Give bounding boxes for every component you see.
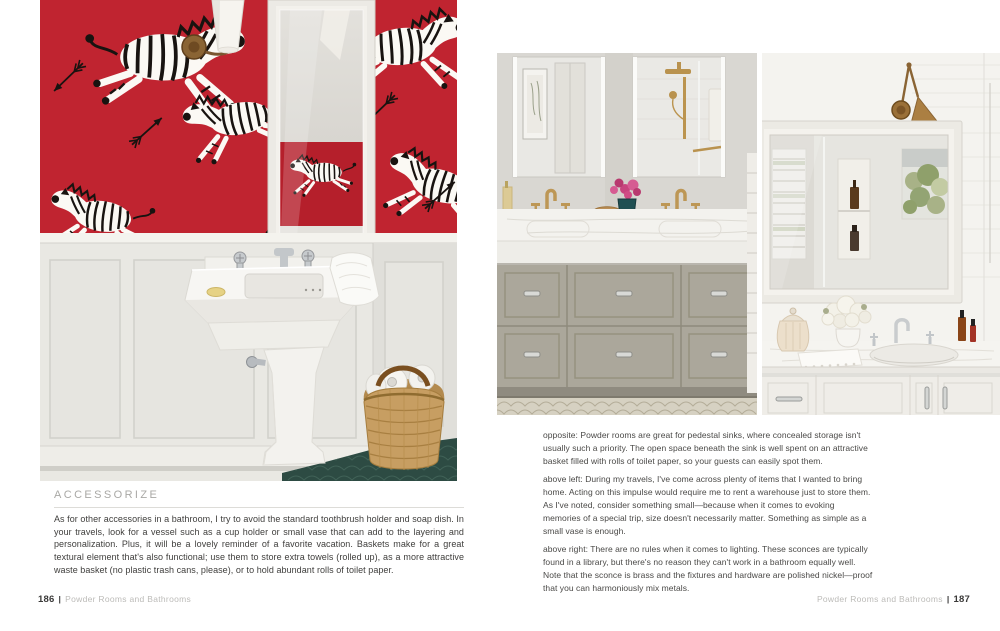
caption-lead: above right: — [543, 544, 591, 555]
photo-double-vanity — [497, 53, 757, 415]
framed-mirror — [268, 0, 375, 264]
running-title-right: Powder Rooms and Bathrooms — [816, 594, 943, 604]
double-vanity-scene — [497, 53, 757, 415]
caption-block — [543, 429, 873, 601]
right-edge-shutter — [747, 153, 757, 393]
footer-separator-right: | — [946, 594, 950, 604]
footer-left — [38, 594, 191, 605]
running-title-left: Powder Rooms and Bathrooms — [65, 594, 192, 604]
footer-separator-left: | — [58, 594, 62, 604]
caption-text: During my travels, I've come across plenty of items that I wanted to bring home. Acting on this impulse would require me to rent a warehouse just to store them. As I've noted, consider something small—because when it comes to evoking memories of a special trip, size doesn't necessarily matter. Something as simple as a small vase is enough. — [543, 474, 871, 536]
caption-text: Powder rooms are great for pedestal sinks, where concealed storage isn't usually such a priority. The open space beneath the sink is well spent on an attractive basket filled with rolls of toilet paper, so your guests can easily spot them. — [543, 430, 868, 466]
page-number-left: 186 — [38, 594, 55, 605]
section-heading: ACCESSORIZE — [54, 489, 160, 501]
caption-above-left — [543, 473, 873, 537]
photo-zebra-powder-room — [40, 0, 457, 481]
section-rule — [54, 507, 464, 508]
sconce-vanity-scene — [762, 53, 1000, 415]
vanity-mirror-right — [633, 57, 725, 177]
shaker-cabinets — [762, 373, 1000, 415]
photo-sconce-vanity — [762, 53, 1000, 415]
leaning-mirror — [762, 121, 962, 303]
caption-text: There are no rules when it comes to lighting. These sconces are typically found in a library, but there's no reason they can't work in a bathroom equally well. Note that the sconce is brass and the fixtures and hardware are polished nickel—proof that you can harmoniously mix metals. — [543, 544, 873, 593]
vanity-drawers — [497, 265, 757, 397]
page-number-right: 187 — [953, 594, 970, 605]
wicker-basket — [364, 365, 445, 470]
vanity-mirror-left — [513, 57, 605, 177]
marble-counter — [497, 209, 757, 265]
caption-above-right — [543, 543, 873, 594]
towel — [798, 349, 862, 369]
caption-lead: above left: — [543, 474, 586, 485]
zebra-powder-room-scene — [40, 0, 457, 481]
caption-opposite — [543, 429, 873, 467]
caption-lead: opposite: — [543, 430, 581, 440]
section-body: As for other accessories in a bathroom, I try to avoid the standard toothbrush holder and soap dish. In your travels, look for a vessel such as a cup holder or small vase that can add to the layering and personalization. Plus, it will be a lovely reminder of a favorite vacation. Baskets make for a great textural element that's also functional; use them to store extra towels (rolled up), as a more attractive waste basket (no plastic trash cans, please), or to hold abundant rolls of toilet paper. — [54, 514, 464, 575]
footer-right — [817, 594, 970, 605]
zebra-wallpaper — [40, 0, 457, 262]
mosaic-floor — [497, 397, 757, 415]
